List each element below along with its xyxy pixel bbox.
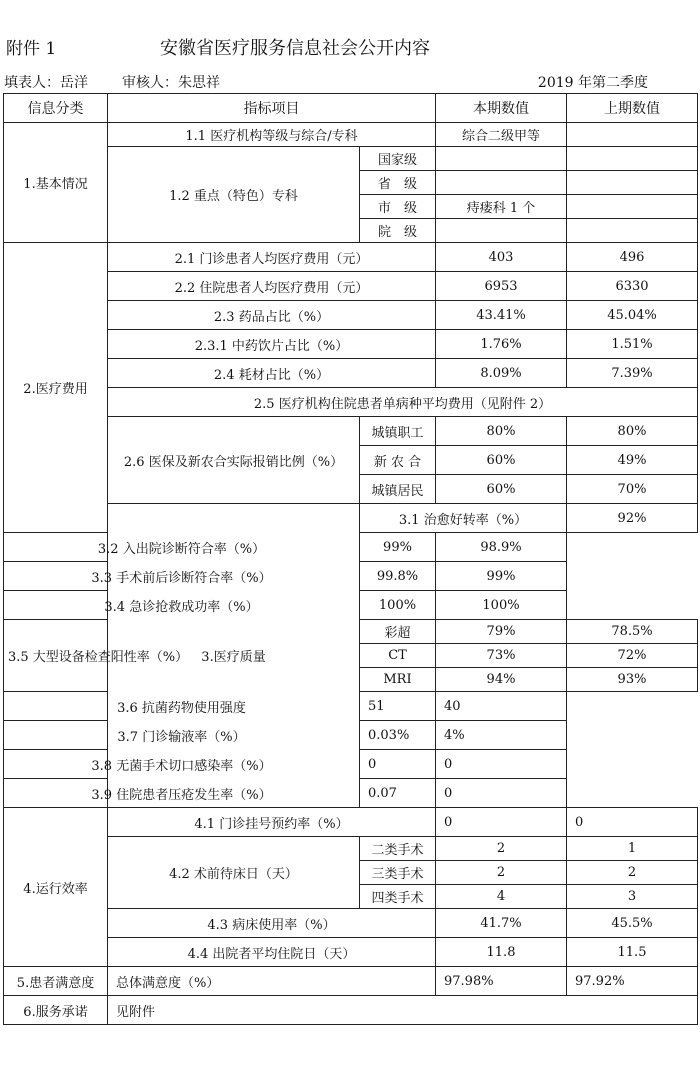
previous-value [567,171,698,195]
previous-value: 40 [436,692,567,721]
row-label: 3.7 门诊输液率（%） [4,721,360,750]
current-value: 94% [436,668,567,692]
current-value: 0.07 [360,779,436,808]
current-value: 综合二级甲等 [436,123,567,147]
filler-name: 填表人：岳洋 [4,75,88,91]
previous-value: 45.04% [567,301,698,330]
current-value: 0.03% [360,721,436,750]
sub-label: 彩超 [360,620,436,644]
current-value [436,219,567,243]
row-label: 3.1 治愈好转率（%） [360,504,567,533]
row-label: 3.9 住院患者压疮发生率（%） [4,779,360,808]
section-cost: 2.医疗费用 [4,243,108,533]
previous-value: 99% [436,562,567,591]
previous-value: 11.5 [567,938,698,967]
reviewer-name: 审核人：朱思祥 [122,75,220,91]
table-row [4,967,698,996]
previous-value: 4% [436,721,567,750]
current-value: 99% [360,533,436,562]
current-value: 41.7% [436,909,567,938]
current-value: 痔瘘科 1 个 [436,195,567,219]
table-row [4,779,698,808]
document-title: 安徽省医疗服务信息社会公开内容 [160,38,430,59]
current-value: 73% [436,644,567,668]
sub-label: CT [360,644,436,668]
previous-value: 0 [436,750,567,779]
current-value [436,147,567,171]
sub-label: 国家级 [360,147,436,171]
current-value: 79% [436,620,567,644]
previous-value: 45.5% [567,909,698,938]
table-row [4,359,698,388]
current-value: 80% [436,417,567,446]
row-label: 1.1 医疗机构等级与综合/专科 [108,123,436,147]
previous-value: 98.9% [436,533,567,562]
current-value: 11.8 [436,938,567,967]
row-label: 2.5 医疗机构住院患者单病种平均费用（见附件 2） [108,388,698,417]
sub-label: 新 农 合 [360,446,436,475]
report-period: 2019 年第二季度 [537,75,648,91]
previous-value [567,123,698,147]
row-label: 2.3 药品占比（%） [108,301,436,330]
current-value: 60% [436,446,567,475]
header-item: 指标项目 [108,94,436,123]
previous-value: 0 [436,779,567,808]
current-value: 4 [436,885,567,909]
previous-value: 100% [436,591,567,620]
table-row [4,533,698,562]
header-current: 本期数值 [436,94,567,123]
row-label: 3.8 无菌手术切口感染率（%） [4,750,360,779]
table-row [4,721,698,750]
current-value: 92% [567,504,698,533]
current-value: 60% [436,475,567,504]
sub-label: 院 级 [360,219,436,243]
previous-value: 97.92% [567,967,698,996]
row-label: 1.2 重点（特色）专科 [108,147,360,243]
previous-value: 70% [567,475,698,504]
previous-value: 80% [567,417,698,446]
table-row [4,330,698,359]
previous-value [567,195,698,219]
current-value: 0 [436,808,567,837]
row-label: 总体满意度（%） [108,967,436,996]
row-label: 2.1 门诊患者人均医疗费用（元） [108,243,436,272]
previous-value: 93% [567,668,698,692]
previous-value: 1.51% [567,330,698,359]
sub-label: 市 级 [360,195,436,219]
current-value: 51 [360,692,436,721]
previous-value: 2 [567,861,698,885]
row-label: 4.1 门诊挂号预约率（%） [108,808,436,837]
section-efficiency: 4.运行效率 [4,808,108,967]
row-label: 2.6 医保及新农合实际报销比例（%） [108,417,360,504]
row-label: 2.2 住院患者人均医疗费用（元） [108,272,436,301]
current-value: 43.41% [436,301,567,330]
table-row [4,417,698,446]
header-previous: 上期数值 [567,94,698,123]
sub-label: 三类手术 [360,861,436,885]
previous-value: 78.5% [567,620,698,644]
current-value: 99.8% [360,562,436,591]
previous-value: 0 [567,808,698,837]
current-value: 100% [360,591,436,620]
section-quality: 3.医疗质量 [108,504,360,808]
previous-value [567,219,698,243]
row-label: 4.4 出院者平均住院日（天） [108,938,436,967]
previous-value: 49% [567,446,698,475]
section-satisfaction: 5.患者满意度 [4,967,108,996]
table-row [4,750,698,779]
sub-label: MRI [360,668,436,692]
table-row [4,123,698,147]
sub-label: 二类手术 [360,837,436,861]
row-label: 见附件 [108,996,698,1025]
current-value: 8.09% [436,359,567,388]
header-category: 信息分类 [4,94,108,123]
table-row [4,591,698,620]
previous-value: 496 [567,243,698,272]
row-label: 3.4 急诊抢救成功率（%） [4,591,360,620]
row-label: 2.3.1 中药饮片占比（%） [108,330,436,359]
row-label: 3.2 入出院诊断符合率（%） [4,533,360,562]
current-value: 2 [436,861,567,885]
current-value: 0 [360,750,436,779]
section-basic: 1.基本情况 [4,123,108,243]
previous-value: 1 [567,837,698,861]
info-disclosure-table [3,93,698,1025]
attachment-label: 附件 1 [6,39,57,59]
row-label: 4.3 病床使用率（%） [108,909,436,938]
row-label: 2.4 耗材占比（%） [108,359,436,388]
table-row [4,243,698,272]
table-row [4,837,698,861]
table-row [4,909,698,938]
row-label: 4.2 术前待床日（天） [108,837,360,909]
section-commitment: 6.服务承诺 [4,996,108,1025]
previous-value: 72% [567,644,698,668]
table-row [4,938,698,967]
current-value: 6953 [436,272,567,301]
row-label: 3.3 手术前后诊断符合率（%） [4,562,360,591]
sub-label: 省 级 [360,171,436,195]
sub-label: 城镇职工 [360,417,436,446]
table-row [4,301,698,330]
sub-label: 四类手术 [360,885,436,909]
table-row [4,562,698,591]
table-row [4,692,698,721]
row-label: 3.6 抗菌药物使用强度 [4,692,360,721]
table-row [4,388,698,417]
row-label: 3.5 大型设备检查阳性率（%） [4,620,108,692]
table-row [4,147,698,171]
current-value: 1.76% [436,330,567,359]
table-row [4,504,698,533]
current-value: 2 [436,837,567,861]
table-row [4,272,698,301]
current-value: 403 [436,243,567,272]
previous-value: 3 [567,885,698,909]
sub-label: 城镇居民 [360,475,436,504]
previous-value: 6330 [567,272,698,301]
table-row [4,808,698,837]
current-value: 97.98% [436,967,567,996]
previous-value [567,147,698,171]
table-row [4,996,698,1025]
current-value [436,171,567,195]
table-header-row [4,94,698,123]
previous-value: 7.39% [567,359,698,388]
